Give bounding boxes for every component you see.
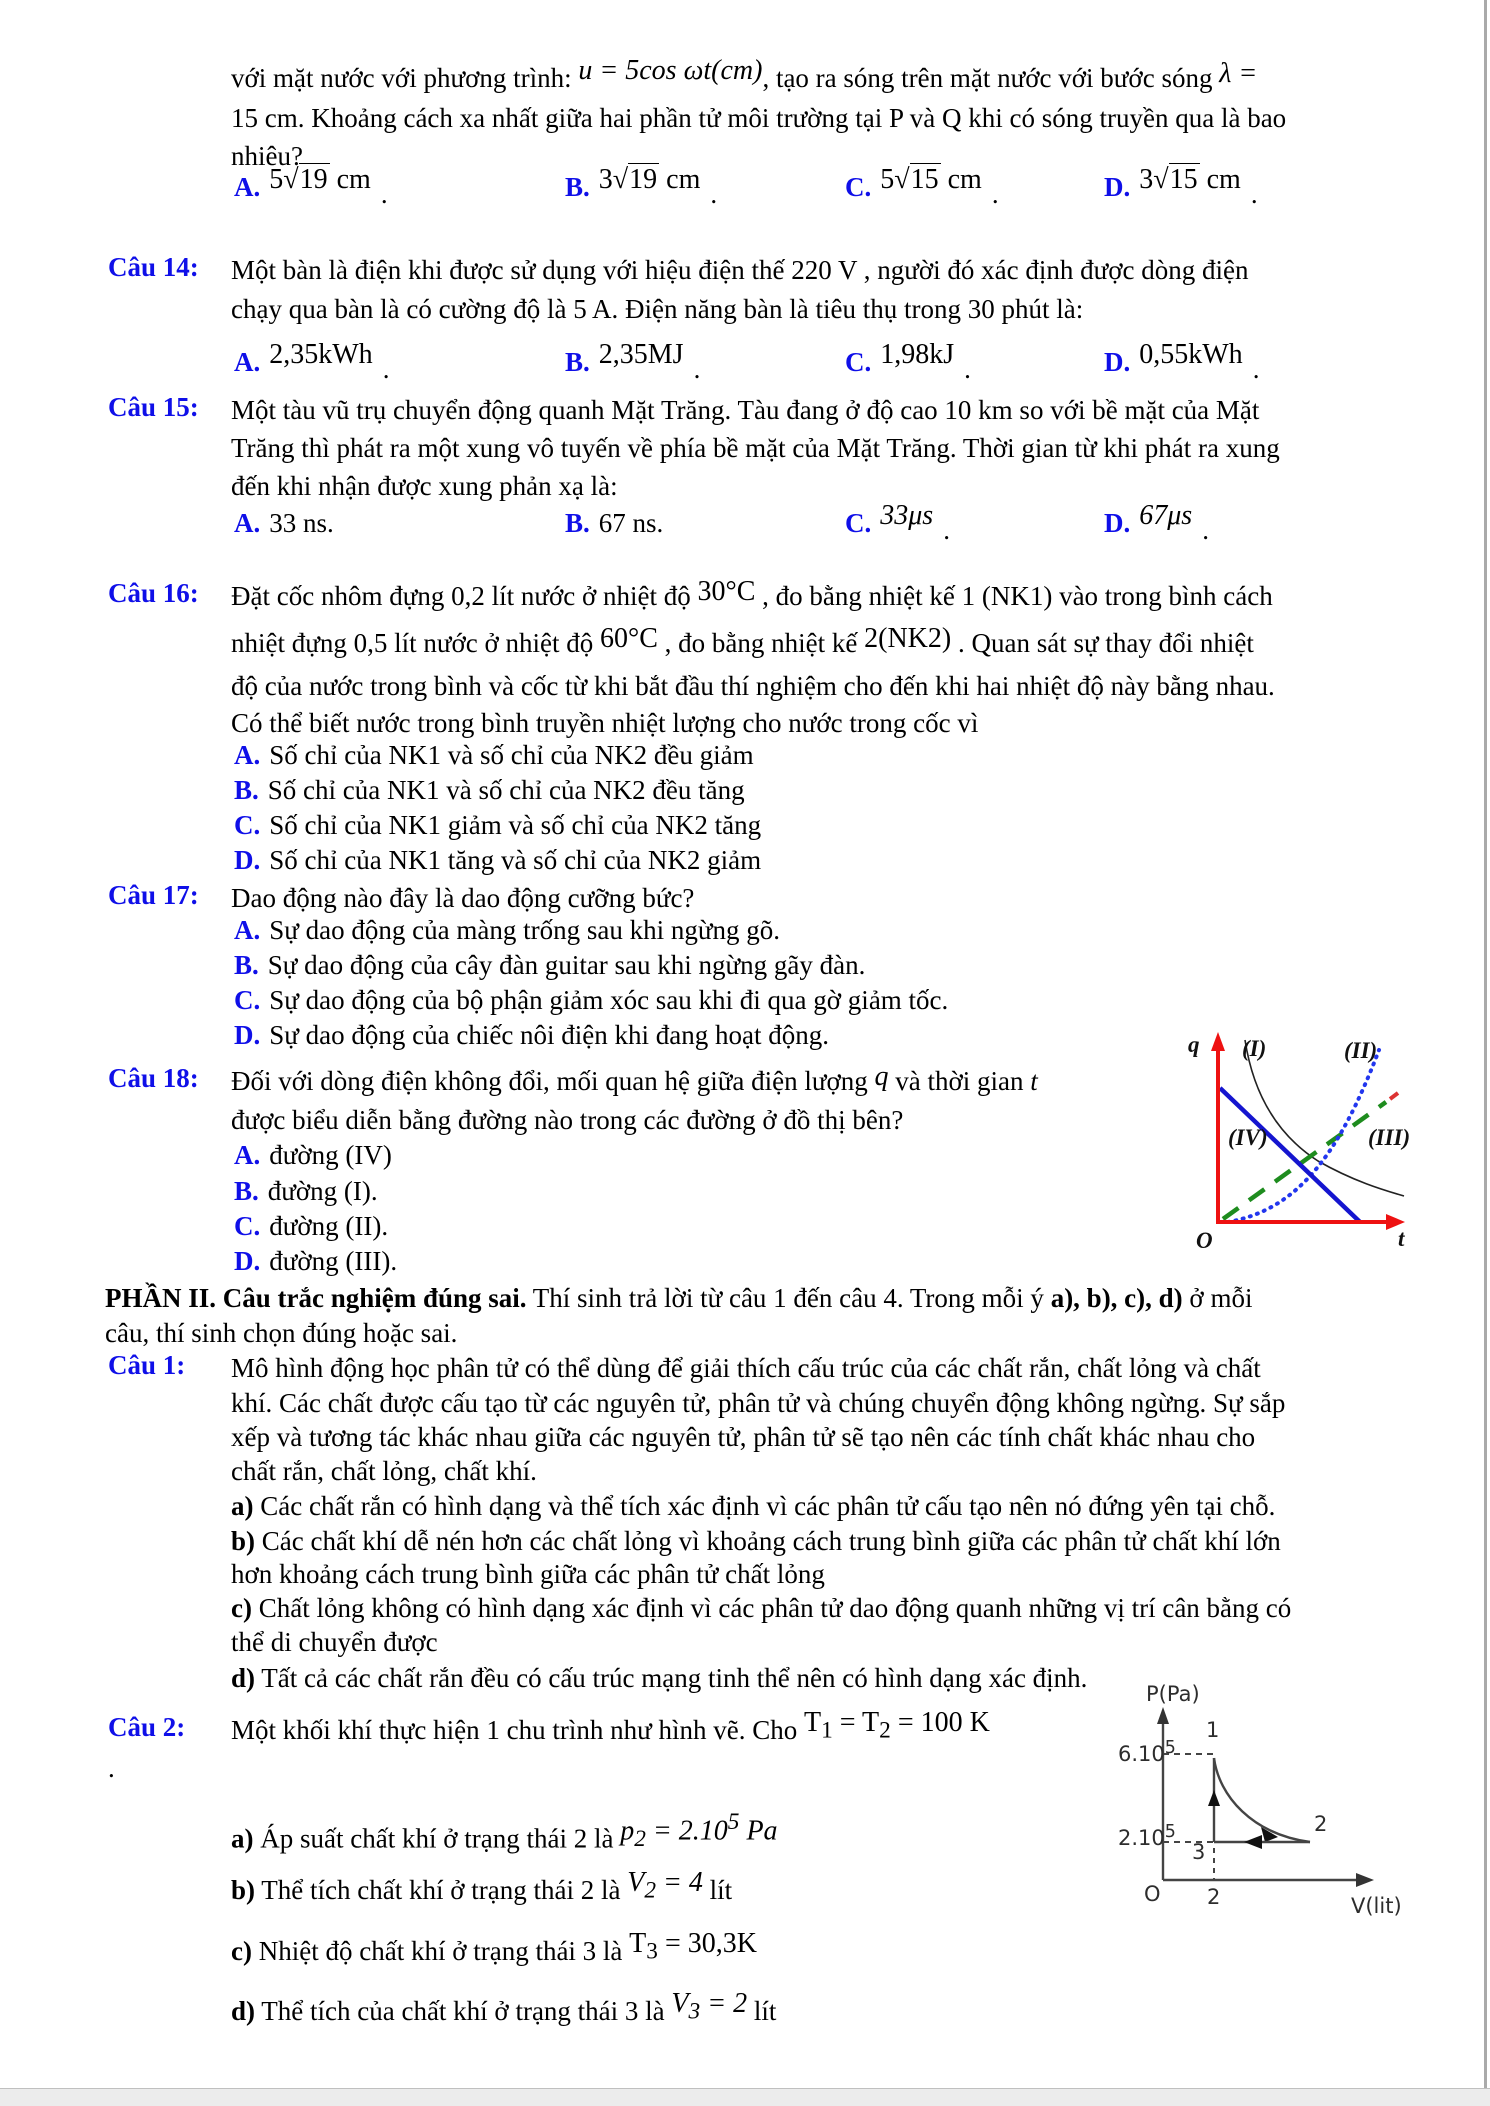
qt-origin: O [1196, 1228, 1213, 1253]
sqrt-coeff: 5 [880, 164, 895, 195]
q14-option-d [1104, 339, 1260, 384]
q13-lambda-formula: λ = [1219, 58, 1258, 89]
q16-line-2-text-b: , đo bằng nhiệt kế [657, 628, 865, 658]
curve-I [1245, 1040, 1404, 1196]
qt-ylabel: q [1188, 1032, 1200, 1057]
pv-xlabel: V(lit) [1351, 1894, 1402, 1918]
q18-option-b [234, 1176, 378, 1207]
item-unit: lít [747, 1996, 777, 2026]
sqrt-coeff: 3 [1139, 164, 1154, 195]
option-value: 33 ns. [269, 508, 334, 538]
q18-option-c [234, 1211, 388, 1242]
q17-line-1: Dao động nào đây là dao động cưỡng bức? [231, 883, 695, 913]
p2q2-temperature-formula: $T_1 = T_2 = 100$ K [803, 1707, 990, 1744]
q18-label: Câu 18: [108, 1063, 199, 1093]
p2q1-item-c-line-2: thể di chuyển được [231, 1627, 438, 1657]
option-letter: A. [234, 172, 261, 202]
q13-wave-equation: u = 5cos ωt(cm) [578, 55, 763, 86]
option-letter: D. [234, 845, 261, 875]
p2q2-item-b [231, 1867, 733, 1917]
q16-temp-30: 30°C [697, 576, 756, 607]
option-letter: D. [1104, 172, 1131, 202]
p2q1-line-3: xếp và tương tác khác nhau giữa các nguyên tử, phân tử sẽ tạo nên các tính chất khác nhau cho [231, 1422, 1256, 1452]
q16-option-a [234, 740, 754, 771]
sqrt-unit: cm [947, 164, 982, 195]
option-dot: . [943, 515, 950, 545]
option-letter: D. [234, 1020, 261, 1050]
p2q1-item-b-line-2: hơn khoảng cách trung bình giữa các phân tử chất lỏng [231, 1559, 825, 1589]
option-dot: . [964, 354, 971, 384]
option-value: Số chỉ của NK1 và số chỉ của NK2 đều giảm [269, 740, 754, 770]
pv-origin: O [1144, 1882, 1161, 1906]
q17-option-b [234, 950, 865, 981]
q15-label: Câu 15: [108, 392, 199, 422]
option-letter: C. [845, 172, 872, 202]
curve-II-label: (II) [1344, 1038, 1378, 1063]
q18-option-a [234, 1140, 392, 1171]
pv-point-3: 3 [1192, 1840, 1206, 1864]
option-letter: D. [1104, 508, 1131, 538]
option-value: đường (III). [269, 1246, 398, 1276]
q16-option-b [234, 775, 745, 806]
pv-point-1: 1 [1206, 1718, 1220, 1742]
item-unit: lít [702, 1875, 733, 1905]
q13-line-2: 15 cm. Khoảng cách xa nhất giữa hai phần tử môi trường tại P và Q khi có sóng truyền qua là bao [231, 103, 1287, 133]
p2q2-item-c [231, 1928, 757, 1978]
qt-xlabel: t [1398, 1226, 1405, 1251]
qt-graph [1148, 1030, 1483, 1265]
option-letter: A. [234, 915, 261, 945]
q17-option-c [234, 985, 948, 1016]
q15-line-3: đến khi nhận được xung phản xạ là: [231, 471, 618, 501]
q16-nk2-formula: 2(NK2) [864, 623, 952, 654]
q15-line-1: Một tàu vũ trụ chuyển động quanh Mặt Trăng. Tàu đang ở độ cao 10 km so với bề mặt của Mặt [231, 395, 1260, 425]
q14-option-a [234, 339, 390, 384]
option-dot: . [693, 354, 701, 384]
option-letter: C. [845, 347, 872, 377]
q18-option-d [234, 1246, 397, 1277]
q13-line-1-text-a: với mặt nước với phương trình: [231, 63, 579, 93]
q17-option-d [234, 1020, 829, 1051]
option-letter: D. [1104, 347, 1131, 377]
q13-line-3: nhiêu? [231, 141, 303, 171]
q13-line-1-text-b: , tạo ra sóng trên mặt nước với bước sóng [762, 63, 1220, 93]
option-letter: B. [565, 347, 590, 377]
page-right-edge [1484, 0, 1487, 2106]
option-letter: C. [845, 508, 872, 538]
q16-line-4: Có thể biết nước trong bình truyền nhiệt lượng cho nước trong cốc vì [231, 708, 979, 738]
q16-line-2 [231, 625, 1254, 662]
option-value: Số chỉ của NK1 tăng và số chỉ của NK2 giảm [269, 845, 762, 875]
q16-temp-60: 60°C [600, 623, 658, 654]
option-value: 67μs [1139, 500, 1193, 531]
q13-option-a: A. 5√19 cm . [234, 164, 388, 209]
q13-option-d: D. 3√15 cm . [1104, 164, 1258, 209]
q16-line-2-text-a: nhiệt đựng 0,5 lít nước ở nhiệt độ [231, 628, 601, 658]
item-letter: b) [231, 1526, 256, 1556]
q16-line-1 [231, 578, 1273, 615]
pv-ytick-2e5: 2.10$^5$ [1118, 1822, 1176, 1850]
q16-line-1-text-a: Đặt cốc nhôm đựng 0,2 lít nước ở nhiệt độ [231, 581, 698, 611]
q18-q-symbol: q [874, 1061, 889, 1092]
q16-option-d [234, 845, 761, 876]
option-dot: . [991, 179, 999, 209]
part2-title: PHẦN II. Câu trắc nghiệm đúng sai. [105, 1283, 527, 1313]
option-value: 1,98kJ [880, 339, 955, 370]
q18-line-2: được biểu diễn bằng đường nào trong các đường ở đồ thị bên? [231, 1105, 904, 1135]
p2q2-temp3-formula: $T_3 = 30,3K$ [629, 1928, 757, 1965]
part2-instructions-a: Thí sinh trả lời từ câu 1 đến câu 4. Trong mỗi ý [526, 1283, 1051, 1313]
item-letter: d) [231, 1996, 256, 2026]
q16-line-3: độ của nước trong bình và cốc từ khi bắt đầu thí nghiệm cho đến khi hai nhiệt độ này bằng nhau. [231, 671, 1275, 701]
q14-option-c [845, 339, 971, 384]
q15-option-c [845, 500, 950, 545]
q14-line-2: chạy qua bàn là có cường độ là 5 A. Điện năng bàn là tiêu thụ trong 30 phút là: [231, 294, 1084, 324]
option-letter: D. [234, 1246, 261, 1276]
p2q2-label: Câu 2: [108, 1712, 186, 1742]
q13-option-c: C. 5√15 cm . [845, 164, 999, 209]
part2-header-line-2: câu, thí sinh chọn đúng hoặc sai. [105, 1318, 458, 1348]
arrow-left [1244, 1835, 1262, 1849]
item-text: Thể tích của chất khí ở trạng thái 3 là [255, 1996, 672, 2026]
p2q1-item-b [231, 1523, 1281, 1559]
option-value: đường (IV) [269, 1140, 392, 1170]
p2q2-stray-dot: . [108, 1753, 115, 1783]
q16-label: Câu 16: [108, 578, 199, 608]
q15-line-2: Trăng thì phát ra một xung vô tuyến về phía bề mặt của Mặt Trăng. Thời gian từ khi phát ra xung [231, 433, 1280, 463]
q18-line-1-text-b: và thời gian [888, 1066, 1031, 1096]
p2q1-label: Câu 1: [108, 1350, 186, 1380]
p2q1-line-4: chất rắn, chất lỏng, chất khí. [231, 1456, 537, 1486]
pv-ytick-6e5: 6.10$^5$ [1118, 1738, 1176, 1766]
option-letter: B. [565, 508, 590, 538]
option-value: 67 ns. [598, 508, 664, 538]
part2-header-line-1 [105, 1280, 1252, 1316]
item-text: Nhiệt độ chất khí ở trạng thái 3 là [251, 1936, 630, 1966]
item-letter: a) [231, 1823, 254, 1854]
item-letter: b) [231, 1875, 256, 1905]
option-value: Sự dao động của màng trống sau khi ngừng gõ. [269, 915, 780, 945]
item-text: Tất cả các chất rắn đều có cấu trúc mạng tinh thể nên có hình dạng xác định. [255, 1663, 1088, 1693]
q14-line-1: Một bàn là điện khi được sử dụng với hiệu điện thế 220 V , người đó xác định được dòng điện [231, 255, 1249, 285]
p2q1-line-1: Mô hình động học phân tử có thể dùng để giải thích cấu trúc của các chất rắn, chất lỏng và chất [231, 1353, 1261, 1383]
item-letter: c) [231, 1936, 252, 1966]
option-dot: . [382, 354, 390, 384]
p-axis-arrow [1157, 1707, 1169, 1724]
v-axis-arrow [1356, 1873, 1374, 1887]
option-value: Số chỉ của NK1 giảm và số chỉ của NK2 tăng [269, 810, 762, 840]
item-text: Thể tích chất khí ở trạng thái 2 là [255, 1875, 628, 1905]
p2q2-volume2-formula: $V_2 = 4$ [627, 1867, 703, 1904]
option-letter: B. [234, 1176, 259, 1206]
curve-IV-label: (IV) [1228, 1125, 1268, 1150]
p2q1-item-d [231, 1660, 1087, 1696]
sqrt-radicand: 15 [910, 164, 939, 195]
option-dot: . [1202, 515, 1209, 545]
pv-xtick-2: 2 [1207, 1885, 1221, 1909]
q-axis-arrow [1211, 1032, 1225, 1051]
curve-III-red-tip [1390, 1093, 1398, 1099]
curve-I-label: (I) [1242, 1036, 1267, 1061]
pv-graph-canvas [1118, 1682, 1483, 1952]
option-letter: C. [234, 810, 261, 840]
part2-instructions-b: ở mỗi [1182, 1283, 1253, 1313]
pv-point-2: 2 [1314, 1812, 1328, 1836]
q17-option-a [234, 915, 780, 946]
curve-IV [1220, 1088, 1360, 1222]
p2q2-pressure-formula: $p_2 = 2.10^5$ Pa [620, 1809, 778, 1852]
option-value: 2,35MJ [598, 339, 684, 370]
p2q2-item-d [231, 1988, 777, 2038]
sqrt-radicand: 15 [1169, 164, 1198, 195]
option-letter: C. [234, 985, 261, 1015]
option-value: 0,55kWh [1139, 339, 1243, 370]
q18-line-1 [231, 1063, 1038, 1100]
p2q1-item-c [231, 1590, 1291, 1626]
p2q2-line-1-text: Một khối khí thực hiện 1 chu trình như hình vẽ. Cho [231, 1715, 804, 1745]
sqrt-unit: cm [1206, 164, 1241, 195]
option-letter: A. [234, 740, 261, 770]
q14-option-b [565, 339, 701, 384]
item-letter: d) [231, 1663, 256, 1693]
arrow-up [1208, 1790, 1220, 1806]
item-text: Áp suất chất khí ở trạng thái 2 là [253, 1823, 621, 1854]
q16-option-c [234, 810, 761, 841]
curve-III-label: (III) [1368, 1125, 1411, 1150]
item-letter: a) [231, 1491, 254, 1521]
option-letter: A. [234, 508, 261, 538]
item-letter: c) [231, 1593, 252, 1623]
curve-III [1223, 1102, 1386, 1219]
option-letter: B. [565, 172, 590, 202]
q18-t-symbol: t [1030, 1066, 1038, 1096]
part2-abcd: a), b), c), d) [1050, 1283, 1183, 1313]
option-letter: B. [234, 950, 259, 980]
item-text: Chất lỏng không có hình dạng xác định vì các phân tử dao động quanh những vị trí cân bằng có [251, 1593, 1292, 1623]
q18-line-1-text-a: Đối với dòng điện không đổi, mối quan hệ giữa điện lượng [231, 1066, 875, 1096]
sqrt-radicand: 19 [629, 164, 658, 195]
option-value: Sự dao động của bộ phận giảm xóc sau khi đi qua gờ giảm tốc. [269, 985, 949, 1015]
option-dot: . [710, 179, 718, 209]
item-text: Các chất rắn có hình dạng và thể tích xác định vì các phân tử cấu tạo nên nó đứng yên tại chỗ. [253, 1491, 1276, 1521]
option-dot: . [380, 179, 388, 209]
sqrt-coeff: 3 [598, 164, 613, 195]
q13-line-1 [231, 55, 1258, 97]
pv-ylabel: P(Pa) [1146, 1682, 1200, 1706]
option-value: Số chỉ của NK1 và số chỉ của NK2 đều tăng [267, 775, 745, 805]
bottom-bar [0, 2088, 1490, 2106]
p2q1-item-a [231, 1488, 1275, 1524]
q15-option-a [234, 508, 334, 539]
q17-label: Câu 17: [108, 880, 199, 910]
p2q1-line-2: khí. Các chất được cấu tạo từ các nguyên tử, phân tử và chúng chuyển động không ngừng. Sự sắp [231, 1388, 1286, 1418]
p2q2-item-a [231, 1809, 778, 1865]
option-value: Sự dao động của chiếc nôi điện khi đang hoạt động. [269, 1020, 830, 1050]
q16-line-1-text-b: , đo bằng nhiệt kế 1 (NK1) vào trong bình cách [755, 581, 1273, 611]
q15-option-d [1104, 500, 1209, 545]
pv-graph [1118, 1682, 1483, 1952]
q15-option-b [565, 508, 663, 539]
option-letter: A. [234, 347, 261, 377]
p2q2-volume3-formula: $V_3 = 2$ [671, 1988, 748, 2025]
option-letter: B. [234, 775, 259, 805]
option-value: 33μs [880, 500, 934, 531]
p2q2-line-1 [231, 1707, 990, 1757]
option-value: 2,35kWh [269, 339, 373, 370]
option-dot: . [1250, 179, 1258, 209]
option-value: Sự dao động của cây đàn guitar sau khi ngừng gãy đàn. [267, 950, 866, 980]
option-value: đường (I). [267, 1176, 378, 1206]
q14-label: Câu 14: [108, 252, 199, 282]
sqrt-unit: cm [336, 164, 371, 195]
sqrt-unit: cm [666, 164, 701, 195]
q13-option-b: B. 3√19 cm . [565, 164, 718, 209]
sqrt-coeff: 5 [269, 164, 284, 195]
option-value: đường (II). [269, 1211, 389, 1241]
sqrt-radicand: 19 [299, 164, 328, 195]
option-letter: C. [234, 1211, 261, 1241]
item-text: Các chất khí dễ nén hơn các chất lỏng vì khoảng cách trung bình giữa các phân tử chất khí lớn [255, 1526, 1281, 1556]
q16-line-2-text-c: . Quan sát sự thay đổi nhiệt [951, 628, 1254, 658]
option-dot: . [1252, 354, 1260, 384]
option-letter: A. [234, 1140, 261, 1170]
